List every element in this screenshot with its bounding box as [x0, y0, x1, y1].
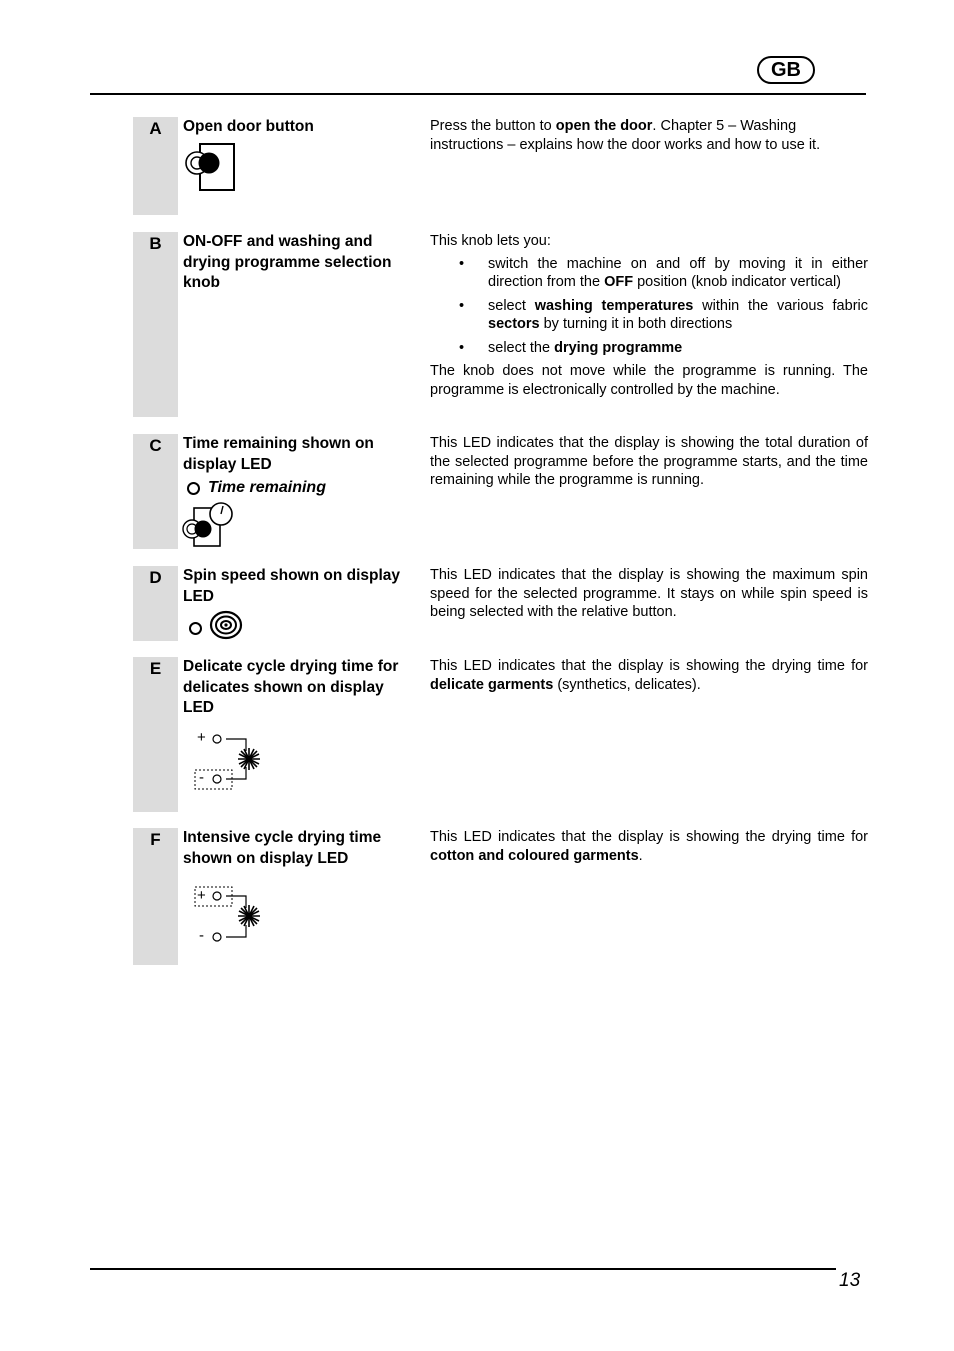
section-label: Time remaining shown on display LED	[183, 435, 374, 473]
language-badge: GB	[757, 56, 815, 84]
list-item: • select the drying programme	[488, 339, 868, 358]
section-label: Open door button	[183, 118, 314, 135]
section-description: This LED indicates that the display is showing the drying time for cotton and coloured garments.	[430, 829, 868, 864]
intro-text: This knob lets you:	[430, 233, 551, 249]
door-button-icon	[183, 142, 237, 192]
section-label: ON-OFF and washing and drying programme selection knob	[183, 233, 392, 291]
section-description: This LED indicates that the display is showing the maximum spin speed for the selected programme. It stays on while spin speed is being selected with the relative button.	[430, 567, 868, 620]
time-remaining-label: Time remaining	[187, 479, 326, 497]
time-remaining-icon	[181, 500, 237, 550]
section-c	[133, 434, 869, 549]
bullet-list	[430, 255, 868, 358]
section-letter: D	[149, 568, 162, 587]
section-e	[133, 657, 869, 812]
section-letter: E	[149, 659, 162, 678]
section-letter: C	[149, 436, 162, 455]
page-number: 13	[839, 1270, 861, 1291]
section-b	[133, 232, 869, 417]
list-item: • select washing temperatures within the various fabric sectors by turning it in both directions	[488, 297, 868, 334]
section-description	[430, 232, 868, 399]
section-f	[133, 828, 869, 965]
list-item: • switch the machine on and off by moving it in either direction from the OFF position (knob indicator vertical)	[488, 255, 868, 292]
section-description: This LED indicates that the display is showing the total duration of the selected programme before the programme starts, and the time remaining while the programme is running.	[430, 435, 868, 488]
minus-sign: -	[199, 927, 204, 944]
section-a	[133, 117, 869, 215]
section-letter: F	[150, 830, 161, 849]
section-letter: B	[149, 234, 162, 253]
led-indicator-icon	[189, 622, 202, 635]
section-description: This LED indicates that the display is showing the drying time for delicate garments (synthetics, delicates).	[430, 658, 868, 693]
plus-sign: +	[197, 729, 206, 746]
section-description: Press the button to open the door. Chapter 5 – Washing instructions – explains how the door works and how to use it.	[430, 118, 821, 153]
section-letter: A	[149, 119, 162, 138]
section-d	[133, 566, 869, 641]
spin-spiral-icon	[209, 610, 243, 640]
letter-cell	[133, 232, 178, 417]
plus-sign: +	[197, 887, 206, 904]
intensive-drying-icon	[191, 884, 271, 950]
letter-cell	[133, 657, 178, 812]
section-label: Spin speed shown on display LED	[183, 567, 401, 605]
outro-text: The knob does not move while the programme is running. The programme is electronically controlled by the machine.	[430, 363, 868, 398]
minus-sign: -	[199, 769, 204, 786]
delicate-drying-icon	[191, 727, 271, 793]
bottom-rule	[90, 1268, 836, 1270]
section-label: Intensive cycle drying time shown on display LED	[183, 829, 382, 867]
led-indicator-icon	[187, 482, 200, 495]
top-rule	[90, 93, 866, 95]
section-label: Delicate cycle drying time for delicates shown on display LED	[183, 658, 399, 716]
